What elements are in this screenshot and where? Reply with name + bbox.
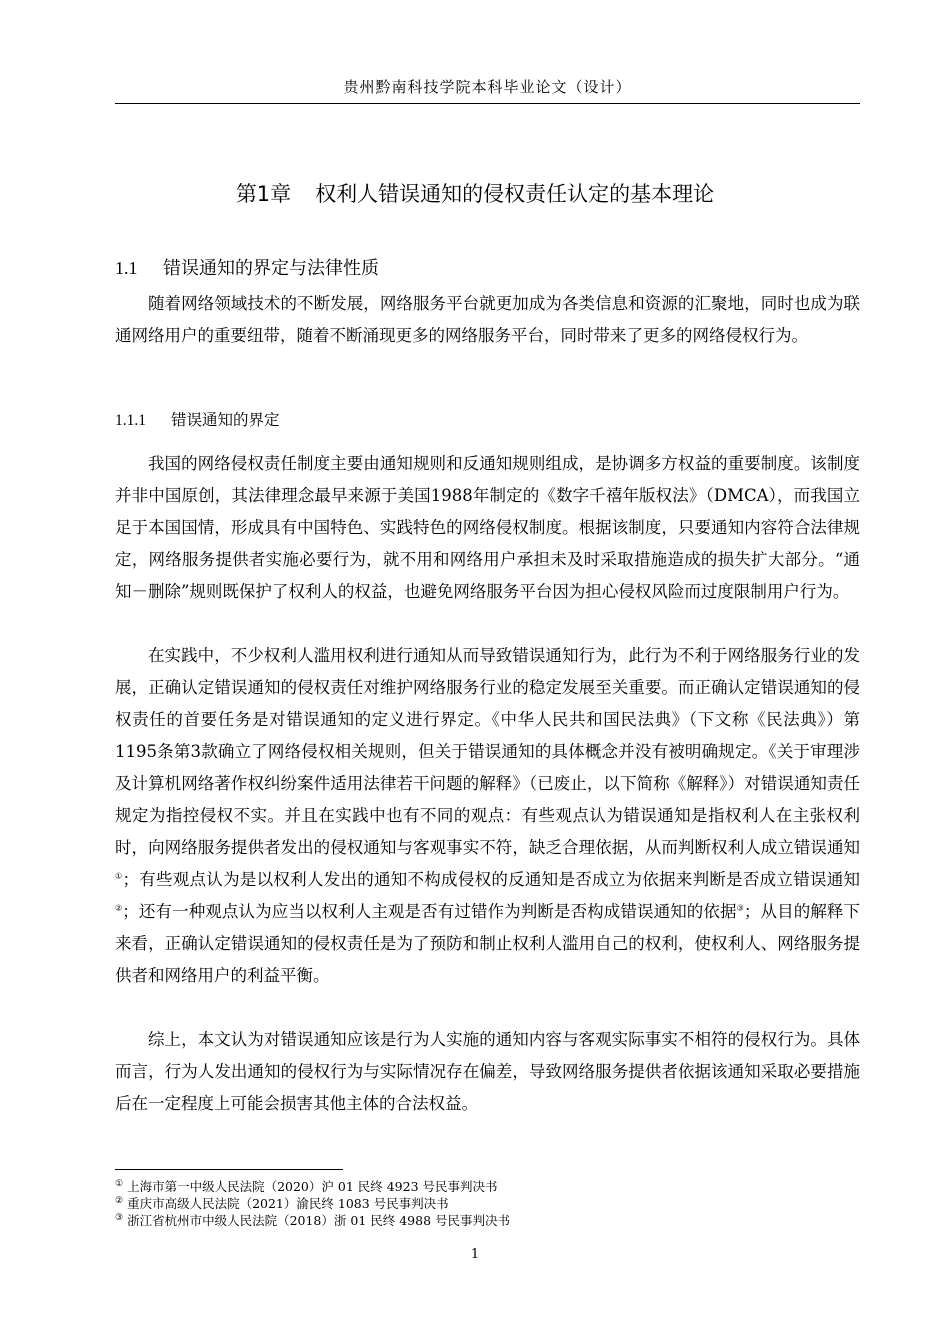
running-header: 贵州黔南科技学院本科毕业论文（设计） (115, 76, 860, 104)
page-number: 1 (470, 1247, 480, 1262)
section-title: 错误通知的界定与法律性质 (163, 258, 379, 279)
footnote-text: 重庆市高级人民法院（2021）渝民终 1083 号民事判决书 (127, 1196, 449, 1211)
paragraph-4: 综上，本文认为对错误通知应该是行为人实施的通知内容与客观实际事实不相符的侵权行为。具体而言，行为人发出通知的侵权行为与实际情况存在偏差，导致网络服务提供者依据该通知采取必要措施后在一定程度上可能会损害其他主体的合法权益。 (115, 1030, 860, 1113)
paragraph-3-part-a: 在实践中，不少权利人滥用权利进行通知从而导致错误通知行为，此行为不利于网络服务行业的发展，正确认定错误通知的侵权责任对维护网络服务行业的稳定发展至关重要。而正确认定错误通知的侵权责任的首要任务是对错误通知的定义进行界定。《中华人民共和国民法典》（下文称《民法典》）第1195条第3款确立了网络侵权相关规则，但关于错误通知的具体概念并没有被明确规定。《关于审理涉及计算机网络著作权纠纷案件适用法律若干问题的解释》（已废止，以下简称《解释》）对错误通知责任规定为指控侵权不实。并且在实践中也有不同的观点：有些观点认为错误通知是指权利人在主张权利时，向网络服务提供者发出的侵权通知与客观事实不符，缺乏合理依据，从而判断权利人成立错误通知 (115, 646, 860, 857)
subsection-heading (115, 408, 280, 430)
paragraph-3-part-c: ；还有一种观点认为应当以权利人主观是否有过错作为判断是否构成错误通知的依据 (122, 902, 737, 921)
subsection-title: 错误通知的界定 (171, 411, 280, 429)
footnote-separator (115, 1169, 343, 1170)
chapter-heading (115, 178, 835, 208)
footnote-mark: ③ (115, 1212, 124, 1223)
footnote-ref-3[interactable]: ③ (736, 903, 744, 913)
paragraph-2: 我国的网络侵权责任制度主要由通知规则和反通知规则组成，是协调多方权益的重要制度。该制度并非中国原创，其法律理念最早来源于美国1988年制定的《数字千禧年版权法》（DMCA），而我国立足于本国国情，形成具有中国特色、实践特色的网络侵权制度。根据该制度，只要通知内容符合法律规定，网络服务提供者实施必要行为，就不用和网络用户承担未及时采取措施造成的损失扩大部分。“通知－删除”规则既保护了权利人的权益，也避免网络服务平台因为担心侵权风险而过度限制用户行为。 (115, 454, 860, 601)
footnotes (115, 1178, 860, 1229)
paragraph-3-part-d: ；从目的解释下来看，正确认定错误通知的侵权责任是为了预防和制止权利人滥用自己的权利，使权利人、网络服务提供者和网络用户的利益平衡。 (115, 902, 861, 985)
footnote-1 (115, 1178, 860, 1195)
chapter-number: 第1章 (235, 182, 292, 206)
footnote-2 (115, 1195, 860, 1212)
section-heading (115, 254, 379, 280)
subsection-number: 1.1.1 (115, 412, 146, 429)
footnote-3 (115, 1212, 860, 1229)
footnote-text: 浙江省杭州市中级人民法院（2018）浙 01 民终 4988 号民事判决书 (127, 1213, 511, 1228)
footnote-ref-1[interactable]: ① (115, 871, 123, 881)
footnote-text: 上海市第一中级人民法院（2020）沪 01 民终 4923 号民事判决书 (127, 1179, 498, 1194)
footnote-mark: ① (115, 1178, 124, 1189)
footnote-ref-2[interactable]: ② (115, 903, 123, 913)
section-number: 1.1 (115, 258, 138, 278)
paragraph-1: 随着网络领域技术的不断发展，网络服务平台就更加成为各类信息和资源的汇聚地，同时也成为联通网络用户的重要纽带，随着不断涌现更多的网络服务平台，同时带来了更多的网络侵权行为。 (115, 294, 860, 345)
paragraph-3 (115, 640, 860, 992)
chapter-title: 权利人错误通知的侵权责任认定的基本理论 (315, 182, 715, 206)
paragraph-3-part-b: ；有些观点认为是以权利人发出的通知不构成侵权的反通知是否成立为依据来判断是否成立错误通知 (122, 870, 861, 889)
footnote-mark: ② (115, 1195, 124, 1206)
